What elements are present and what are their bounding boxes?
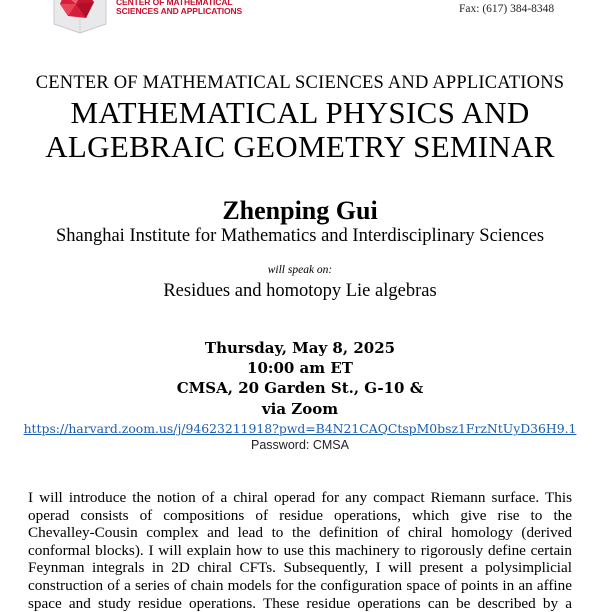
abstract <box>28 489 572 612</box>
zoom-link[interactable]: https://harvard.zoom.us/j/94623211918?pwd=B4N21CAQCtspM0bsz1FrzNtUyD36H9.1 <box>23 421 577 436</box>
speaker-name: Zhenping Gui <box>222 196 378 225</box>
center-name: CENTER OF MATHEMATICAL SCIENCES AND APPLICATIONS <box>35 73 565 93</box>
abstract-line: conformal blocks). I will explain how to use this machinery to rigorously define certain <box>28 541 572 559</box>
abstract-line: Feynman integrals in 2D chiral CFTs. Subsequently, I will present a polysimplicial <box>28 559 572 577</box>
seminar-title-line-2: ALGEBRAIC GEOMETRY SEMINAR <box>45 129 555 164</box>
seminar-title-line-1: MATHEMATICAL PHYSICS AND <box>70 95 530 130</box>
event-date: Thursday, May 8, 2025 <box>204 339 396 357</box>
logo-line-1: CENTER OF MATHEMATICAL <box>116 0 233 7</box>
abstract-line: I will introduce the notion of a chiral operad for any compact Riemann surface. This <box>28 489 572 506</box>
zoom-password: Password: CMSA <box>251 438 349 452</box>
logo-wordmark <box>116 0 242 16</box>
logo-line-2: SCIENCES AND APPLICATIONS <box>116 6 243 16</box>
abstract-line: space and study residue operations. These residue operations can be described by a <box>28 594 572 612</box>
fax-number: Fax: (617) 384-8348 <box>459 3 555 15</box>
abstract-line: Chevalley-Cousin complex and lead to the definition of chiral homology (derived <box>28 524 572 542</box>
cmsa-cube-icon <box>50 0 112 34</box>
speaker-affiliation: Shanghai Institute for Mathematics and Interdisciplinary Sciences <box>55 226 545 246</box>
abstract-line: operad consists of compositions of residue operations, which give rise to the <box>28 506 572 524</box>
talk-title: Residues and homotopy Lie algebras <box>163 281 437 301</box>
event-via: via Zoom <box>261 400 339 418</box>
cmsa-logo <box>50 0 243 34</box>
event-time: 10:00 am ET <box>247 359 353 377</box>
abstract-line: construction of a series of chain models for the configuration space of points in an affine <box>28 576 572 594</box>
will-speak-on: will speak on: <box>267 264 333 276</box>
event-location: CMSA, 20 Garden St., G-10 & <box>176 379 424 397</box>
